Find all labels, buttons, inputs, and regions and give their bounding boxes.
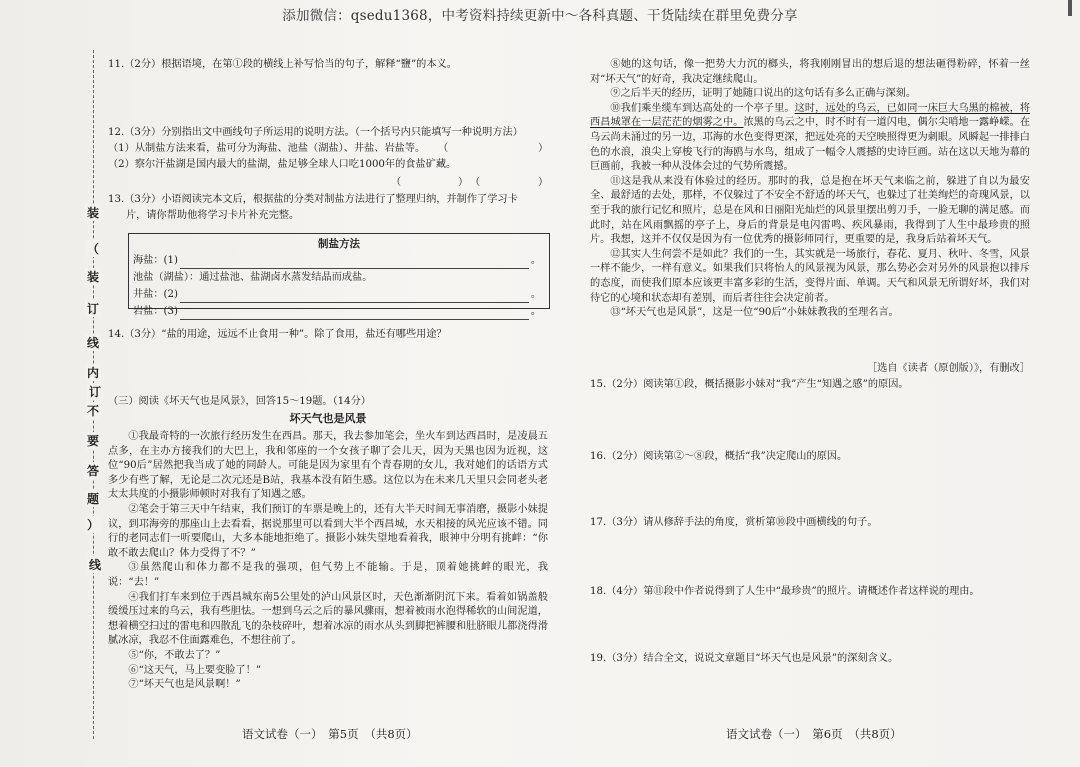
binding-char: ） <box>86 518 99 532</box>
rock-salt-label: 岩盐：(3) <box>133 306 178 317</box>
answer-paren-open: （ <box>470 177 481 188</box>
binding-char: 题 <box>86 492 99 506</box>
story-title: 坏天气也是风景 <box>289 412 367 425</box>
question-11: 11.（2分）根据语境，在第①段的横线上补写恰当的句子，解释“鹽”的本义。 <box>108 59 457 70</box>
paragraph-7: ⑦“坏天气也是风景啊！” <box>128 679 241 691</box>
paragraph-6: ⑥“这天气，马上要变脸了！” <box>128 664 262 676</box>
binding-char: 不 <box>86 404 99 418</box>
study-card <box>128 233 550 317</box>
paragraph-2: ②笔会于第三天中午结束，我们预订的车票是晚上的，还有大半天时间无事消磨，摄影小妹提议，到邛海旁的那座山上去看看，据说那里可以看到大半个西昌城，水天相接的风光应该不错。同行的老同志们一听要爬山，大多本能地拒绝了。摄影小妹失望地看着我，眼神中分明有挑衅：“你敢不敢去爬山？体力受得了不？” <box>108 503 548 559</box>
question-19: 19.（3分）结合全文，说说文章题目“坏天气也是风景”的深刻含义。 <box>590 653 899 664</box>
paragraph-9: ⑨之后半天的经历，证明了她随口说出的这句话有多么正确与深刻。 <box>610 88 917 100</box>
sea-salt-label: 海盐：(1) <box>133 255 178 266</box>
story-text-right <box>590 58 1030 321</box>
row-end: 。 <box>530 255 541 266</box>
underlined-sentence: 这时，远处的乌云，已如同一床巨大乌黑的棉被，将西昌城罩在一层茫茫的烟雾之中。 <box>590 102 1031 129</box>
question-12-item-1-text: （1）从制盐方法来看，盐可分为海盐、池盐（湖盐）、井盐、岩盐等。 <box>108 143 426 154</box>
question-12-item-1 <box>108 142 548 157</box>
paragraph-4: ④我们打车来到位于西昌城东南5公里处的泸山风景区时，天色渐渐阴沉下来。看着如锅盖般缓缓压过来的乌云，我有些胆怯。一想到乌云之后的暴风骤雨，想着被雨水泡得稀软的山间泥道，想着横空扫过的雷电和四散乱飞的杂枝碎叶，想着冰凉的雨水从头到脚把裤腰和肚脐眼儿都浇得滑腻冰凉，我忍不住面露难色，不想往前了。 <box>108 591 548 647</box>
paragraph-5: ⑤“你，不敢去了？” <box>128 649 221 661</box>
question-15: 15.（2分）阅读第①段，概括摄影小妹对“我”产生“知遇之感”的原因。 <box>590 379 909 390</box>
lake-salt-text: 池盐（湖盐）：通过盐池、盐湖卤水蒸发结晶而成盐。 <box>133 272 373 283</box>
well-salt-answer-line[interactable] <box>180 292 529 303</box>
binding-char: 装 <box>86 270 99 284</box>
study-card-title: 制盐方法 <box>318 238 360 250</box>
row-end: 。 <box>530 306 541 317</box>
sea-salt-answer-line[interactable] <box>180 258 529 269</box>
paragraph-10-tail: 浓黑的乌云之中，时不时有一道闪电，偶尔尖哨地一露峥嵘。在乌云尚未涌过的另一边，邛海的水色变得更深，把远处亮的天空映照得更为刺眼。风瞬起一排排白色的水浪，浪尖上穿梭飞行的海鸥与水鸟，组成了一幅令人震撼的史诗巨画。站在这以天地为幕的巨画前，我被一种从没体会过的气势所震撼。 <box>590 117 1031 173</box>
paragraph-3: ③虽然爬山和体力都不是我的强项，但气势上不能输。于是，顶着她挑衅的眼光，我说：“去！” <box>108 562 548 588</box>
study-card-row-well-salt <box>133 288 541 303</box>
question-16: 16.（2分）阅读第②～⑧段，概括“我”决定爬山的原因。 <box>590 451 848 462</box>
question-12: 12.（3分）分别指出文中画线句子所运用的说明方法。（一个括号内只能填写一种说明方法） <box>108 127 523 138</box>
reading-intro: （三）阅读《坏天气也是风景》，回答15～19题。（14分） <box>108 396 371 407</box>
binding-char: 装 <box>86 206 99 220</box>
binding-char: 内 <box>86 366 99 380</box>
paragraph-8: ⑧她的这句话，像一把势大力沉的榔头，将我刚刚冒出的想后退的想法砸得粉碎，怀着一丝对“坏天气”的好奇，我决定继续爬山。 <box>590 59 1030 85</box>
footer-page-5: 语文试卷（一） 第5页 （共8页） <box>242 727 418 741</box>
paragraph-12: ⑫其实人生何尝不是如此？我们的一生，其实就是一场旅行，春花、夏月、秋叶、冬雪，风景一样不能少，一样有意义。如果我们只将怡人的风景视为风景，那么势必会对另外的风景抱以排斥的态度，而使我们原本应该更丰富多彩的生活，变得片面、单调。天气和风景无所谓好坏，我们对待它的心境和状态却有差别，而后者往往会决定前者。 <box>590 248 1030 304</box>
study-card-row-lake-salt <box>133 271 541 286</box>
source-citation: ［选自《读者（原创版）》，有删改］ <box>867 363 1030 374</box>
question-13-cont: 片，请你帮助他将学习卡片补充完整。 <box>126 210 300 221</box>
binding-char: 订 <box>86 302 99 316</box>
binding-char: 线 <box>86 336 99 350</box>
question-14: 14.（3分）“盐的用途，远远不止食用一种”。除了食用，盐还有哪些用途？ <box>108 329 447 340</box>
binding-char: 订 <box>88 385 101 399</box>
question-13: 13.（3分）小语阅读完本文后，根据盐的分类对制盐方法进行了整理归纳，并制作了学习卡 <box>108 194 518 205</box>
binding-char: （ <box>86 242 99 256</box>
binding-char: 要 <box>86 434 99 448</box>
question-12-item-2: （2）察尔汗盐湖是国内最大的盐湖，盐足够全球人口吃1000年的食盐矿藏。 <box>108 159 457 170</box>
well-salt-label: 井盐：(2) <box>133 289 178 300</box>
question-18: 18.（4分）第⑪段中作者说得到了人生中“最珍贵”的照片。请概述作者这样说的理由。 <box>590 586 980 597</box>
row-end: 。 <box>530 289 541 300</box>
rock-salt-answer-line[interactable] <box>180 309 529 320</box>
paragraph-10-head: ⑩我们乘坐缆车到达高处的一个亭子里。 <box>610 102 795 114</box>
study-card-row-sea-salt <box>133 254 541 269</box>
paragraph-10 <box>590 102 1030 175</box>
answer-paren-open: （ <box>391 177 402 188</box>
answer-paren-open: （ <box>438 143 449 154</box>
study-card-row-rock-salt <box>133 305 541 320</box>
footer-page-6: 语文试卷（一） 第6页 （共8页） <box>726 727 902 741</box>
paragraph-13: ⑬“坏天气也是风景”，这是一位“90后”小妹妹教我的至理名言。 <box>610 307 899 319</box>
answer-paren-close: ） <box>538 143 549 154</box>
paragraph-1: ①我最奇特的一次旅行经历发生在西昌。那天，我去参加笔会，坐火车到达西昌时，是凌晨五点多，在主办方接我们的大巴上，我和邻座的一个女孩子聊了会儿天，因为天黑也因为近视，这位“90后”居然把我当成了她的同龄人。可能是因为家里有个青春期的女儿，我对她们的话语方式多少有些了解，无论是二次元还是B站，我基本没有陌生感。这位以为在未来几天里只会同老头老太太共度的小摄影师顿时对我有了知遇之感。 <box>108 431 548 501</box>
story-text-left <box>108 430 548 693</box>
binding-char: 线 <box>88 558 101 572</box>
answer-paren-close: ） <box>458 177 469 188</box>
binding-char: 答 <box>86 464 99 478</box>
question-17: 17.（3分）请从修辞手法的角度，赏析第⑩段中画横线的句子。 <box>590 517 878 528</box>
corner-mark <box>1068 0 1072 16</box>
answer-paren-close: ） <box>538 177 549 188</box>
header-note: 添加微信：qsedu1368，中考资料持续更新中～各科真题、干货陆续在群里免费分享 <box>282 8 798 24</box>
paragraph-11: ⑪这是我从来没有体验过的经历。那时的我，总是抱在坏天气来临之前，躲进了自以为最安全、最舒适的去处，那样，不仅躲过了不安全不舒适的坏天气，也躲过了壮美绚烂的奇瑰风景，以至于我的旅行记忆和照片，总是在风和日丽阳光灿烂的风景里摆出剪刀手，一脸无聊的满足感。而此时，站在风雨飘摇的亭子上，身后的背景是电闪雷鸣、疾风暴雨，我得到了人生中最珍贵的照片。我想，这并不仅仅是因为有一位优秀的摄影师同行，更重要的是，我身后站着坏天气。 <box>590 175 1030 246</box>
